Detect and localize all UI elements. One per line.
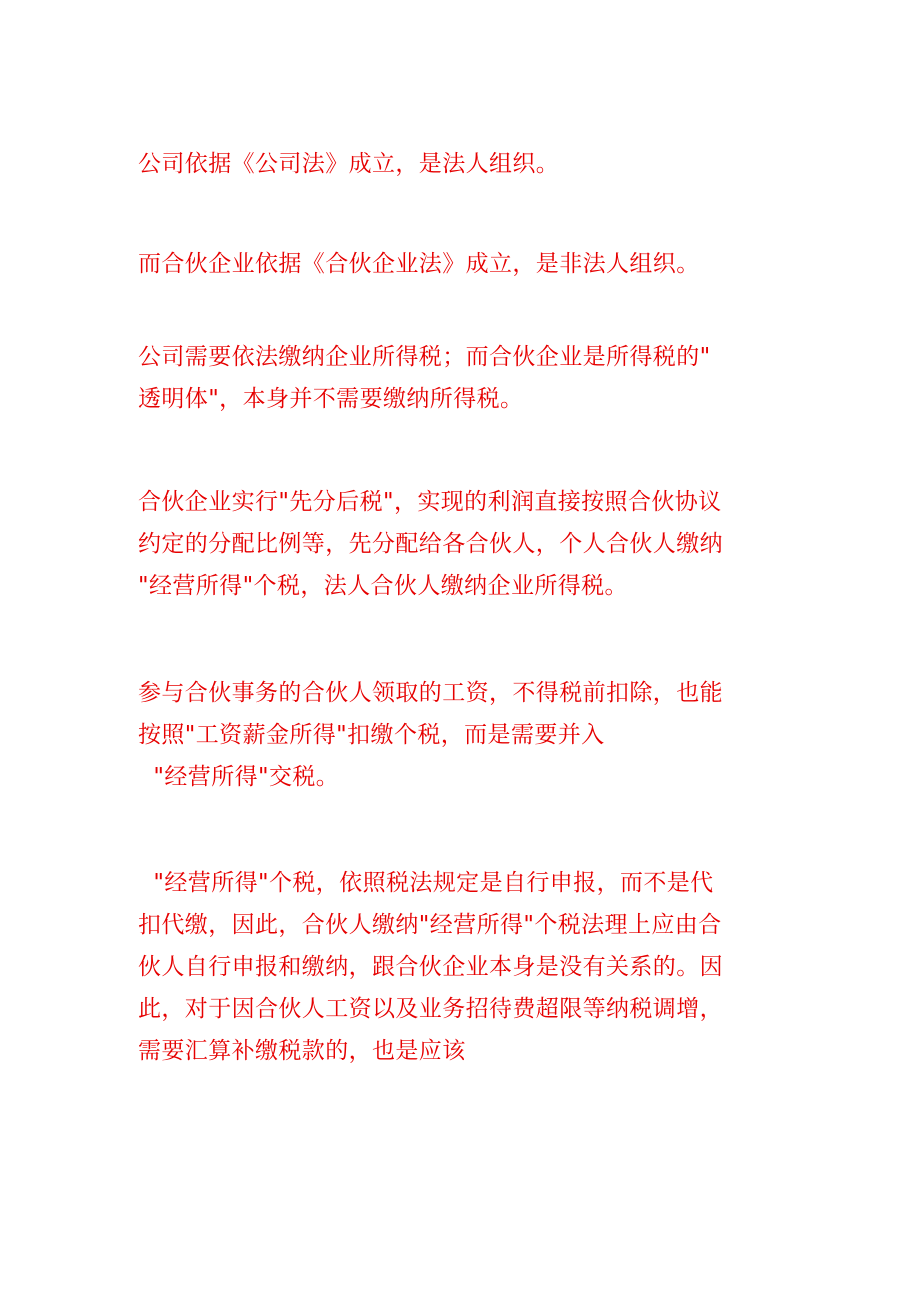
paragraph-line: 合伙企业实行"先分后税"，实现的利润直接按照合伙协议 (138, 489, 722, 515)
paragraph-line: 需要汇算补缴税款的，也是应该 (138, 1038, 466, 1064)
paragraph-line: 而合伙企业依据《合伙企业法》成立，是非法人组织。 (138, 251, 700, 277)
paragraph-income-tax-transparency (138, 336, 818, 420)
paragraph-line: 扣代缴，因此，合伙人缴纳"经营所得"个税法理上应由合 (138, 912, 722, 938)
paragraph-line: 伙人自行申报和缴纳，跟合伙企业本身是没有关系的。因 (138, 954, 723, 980)
paragraph-line: 参与合伙事务的合伙人领取的工资，不得税前扣除，也能 (138, 680, 723, 706)
paragraph-line: 此，对于因合伙人工资以及业务招待费超限等纳税调增， (138, 996, 723, 1022)
paragraph-line: 透明体"，本身并不需要缴纳所得税。 (138, 386, 524, 412)
paragraph-distribute-before-tax (138, 481, 818, 607)
paragraph-self-declaration (138, 862, 818, 1072)
paragraph-line: 公司需要依法缴纳企业所得税；而合伙企业是所得税的" (138, 344, 711, 370)
paragraph-line: 公司依据《公司法》成立，是法人组织。 (138, 151, 560, 177)
paragraph-line: "经营所得"个税，法人合伙人缴纳企业所得税。 (138, 573, 628, 599)
paragraph-partnership-non-legal-entity (138, 243, 818, 285)
paragraph-partner-salary (138, 672, 818, 798)
paragraph-line: 约定的分配比例等，先分配给各合伙人，个人合伙人缴纳 (138, 531, 723, 557)
paragraph-line: 按照"工资薪金所得"扣缴个税，而是需要并入 (138, 722, 605, 748)
paragraph-line: "经营所得"个税，依照税法规定是自行申报，而不是代 (138, 870, 714, 896)
paragraph-line: "经营所得"交税。 (138, 764, 340, 790)
paragraph-company-legal-entity (138, 143, 818, 185)
